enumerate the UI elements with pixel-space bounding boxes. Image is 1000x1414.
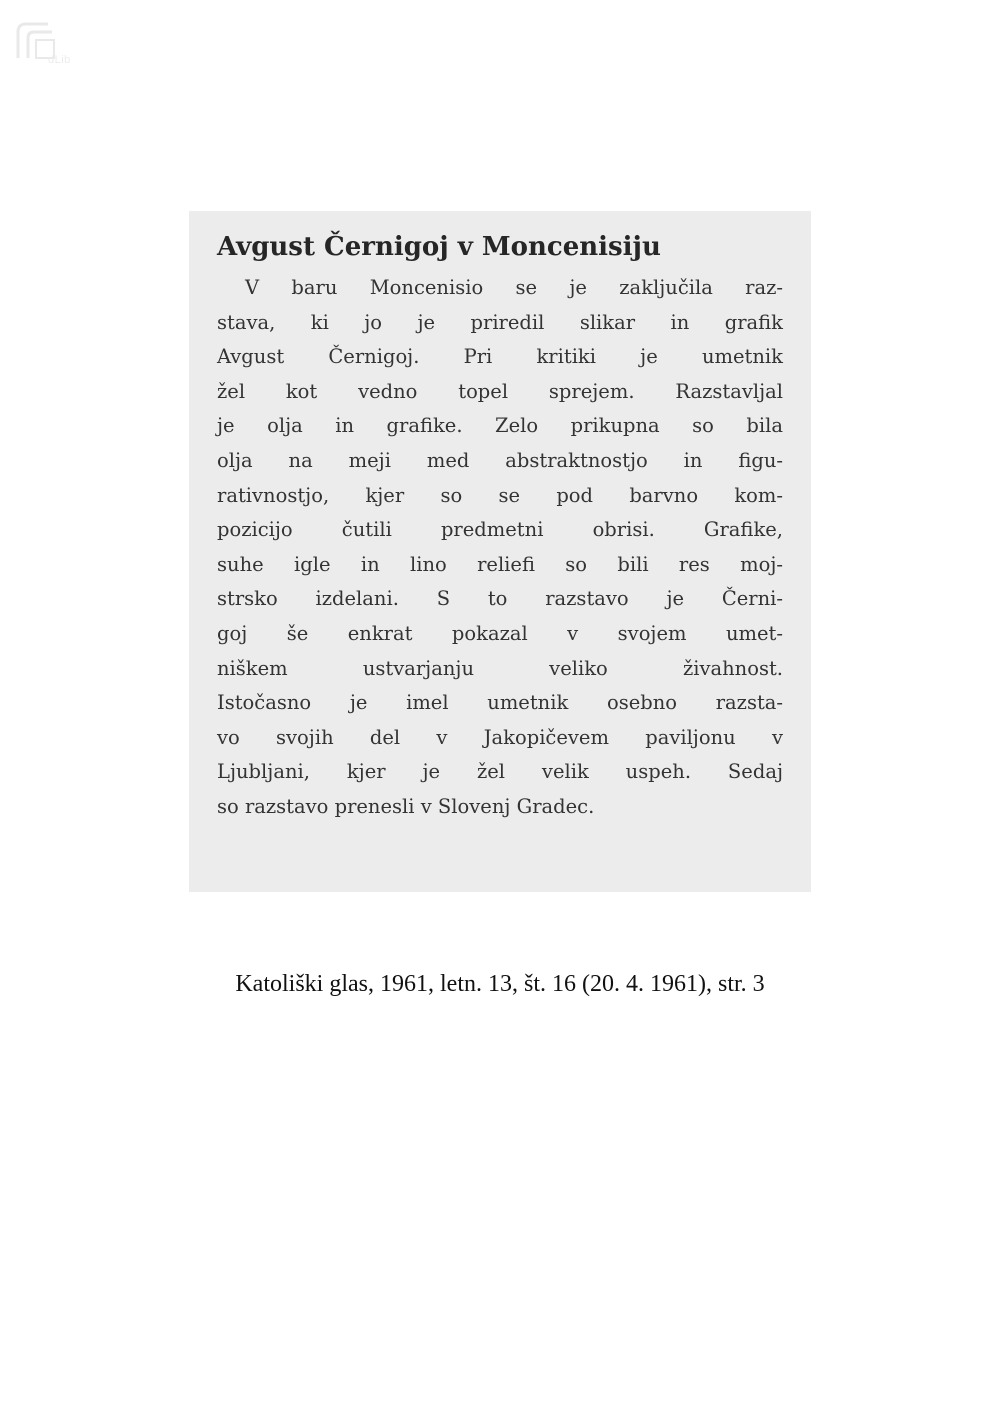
clipping-line: strsko izdelani. S to razstavo je Černi- xyxy=(217,587,783,611)
watermark-label: dLib xyxy=(48,54,71,66)
clipping-line: vo svojih del v Jakopičevem paviljonu v xyxy=(217,725,783,749)
clipping-line: Ljubljani, kjer je žel velik uspeh. Sedaj xyxy=(217,760,783,784)
clipping-line: Avgust Černigoj. Pri kritiki je umetnik xyxy=(217,345,783,369)
clipping-line: so razstavo prenesli v Slovenj Gradec. xyxy=(217,794,595,818)
clipping-line: suhe igle in lino reliefi so bili res moj- xyxy=(217,552,783,576)
clipping-line: V baru Moncenisio se je zaključila raz- xyxy=(245,276,783,299)
clipping-line: rativnostjo, kjer so se pod barvno kom- xyxy=(217,483,783,507)
clipping-line: žel kot vedno topel sprejem. Razstavljal xyxy=(217,379,783,403)
clipping-title: Avgust Černigoj v Moncenisiju xyxy=(217,232,661,262)
newspaper-clipping xyxy=(189,211,811,892)
clipping-line: stava, ki jo je priredil slikar in grafik xyxy=(217,310,783,334)
clipping-line: goj še enkrat pokazal v svojem umet- xyxy=(217,621,783,645)
clipping-line: pozicijo čutili predmetni obrisi. Grafike, xyxy=(217,518,783,542)
clipping-line: olja na meji med abstraktnostjo in figu- xyxy=(217,448,783,472)
watermark-logo xyxy=(12,18,122,68)
clipping-line: niškem ustvarjanju veliko živahnost. xyxy=(217,656,783,680)
source-caption: Katoliški glas, 1961, letn. 13, št. 16 (20. 4. 1961), str. 3 xyxy=(235,971,765,997)
clipping-line: je olja in grafike. Zelo prikupna so bila xyxy=(217,414,783,438)
clipping-line: Istočasno je imel umetnik osebno razsta- xyxy=(217,691,783,715)
clipping-body xyxy=(217,271,783,825)
